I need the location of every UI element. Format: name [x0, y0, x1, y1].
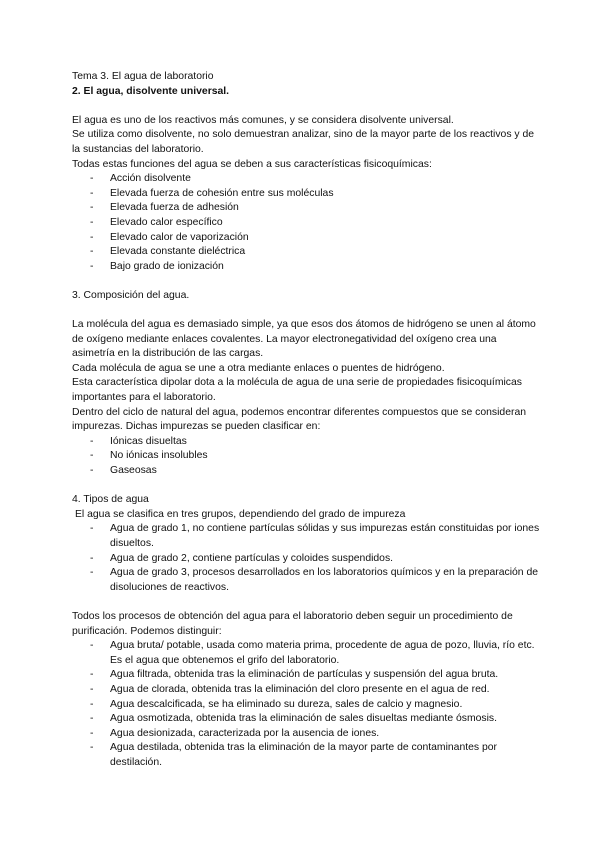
section-3-title: 3. Composición del agua.: [72, 289, 190, 301]
water-types-list: [72, 639, 540, 770]
list-item: - Gaseosas: [90, 465, 157, 477]
list-item: - Bajo grado de ionización: [90, 260, 224, 272]
list-item: - Agua filtrada, obtenida tras la eliminación de partículas y suspensión del agua bruta.: [90, 669, 499, 681]
section-2-paragraph: El agua es uno de los reactivos más comunes, y se considera disolvente universal.: [72, 114, 454, 126]
list-item: - Elevada fuerza de cohesión entre sus moléculas: [90, 187, 334, 199]
section-2-paragraph: Se utiliza como disolvente, no solo demuestran analizar, sino de la mayor parte de los reactivos y de la sustancias del laboratorio.: [72, 129, 535, 155]
section-3-paragraph: La molécula del agua es demasiado simple, ya que esos dos átomos de hidrógeno se unen al átomo de oxígeno mediante enlaces covalentes. La mayor electronegatividad del oxígeno crea una asimetría en la distribución de las cargas.: [72, 319, 536, 360]
purification-paragraph: Todos los procesos de obtención del agua para el laboratorio deben seguir un procedimiento de purificación. Podemos distinguir:: [72, 610, 513, 637]
properties-list: [72, 172, 540, 274]
section-4-title: 4. Tipos de agua: [72, 494, 149, 506]
list-item: - Elevada constante dieléctrica: [90, 246, 246, 258]
water-grades-list: [72, 522, 540, 595]
section-4-paragraph: El agua se clasifica en tres grupos, dependiendo del grado de impureza: [75, 508, 406, 520]
list-item: - Agua bruta/ potable, usada como materia prima, procedente de agua de pozo, lluvia, río etc. Es el agua que obtenemos el grifo del laboratorio.: [90, 640, 535, 666]
list-item: - No iónicas insolubles: [90, 450, 208, 462]
section-3-paragraph: Esta característica dipolar dota a la molécula de agua de una serie de propiedades fisicoquímicas importantes para el laboratorio.: [72, 377, 522, 404]
list-item: - Agua de grado 1, no contiene partículas sólidas y sus impurezas están constituidas por iones disueltos.: [90, 523, 540, 549]
list-item: - Agua de clorada, obtenida tras la eliminación del cloro presente en el agua de red.: [90, 683, 490, 695]
section-3-paragraph: Dentro del ciclo de natural del agua, podemos encontrar diferentes compuestos que se consideran impurezas. Dichas impurezas se pueden clasificar en:: [72, 406, 527, 433]
list-item: - Elevada fuerza de adhesión: [90, 202, 239, 214]
doc-subject: Tema 3. El agua de laboratorio: [72, 71, 214, 82]
list-item: - Agua destilada, obtenida tras la eliminación de la mayor parte de contaminantes por destilación.: [90, 742, 497, 768]
list-item: - Agua de grado 3, procesos desarrollados en los laboratorios químicos y en la preparación de disoluciones de reactivos.: [90, 567, 539, 593]
list-item: - Agua descalcificada, se ha eliminado su dureza, sales de calcio y magnesio.: [90, 698, 463, 710]
section-2-paragraph: Todas estas funciones del agua se deben a sus características fisicoquímicas:: [72, 158, 432, 170]
list-item: - Acción disolvente: [90, 173, 191, 185]
list-item: - Agua de grado 2, contiene partículas y coloides suspendidos.: [90, 552, 394, 564]
section-2-title: 2. El agua, disolvente universal.: [72, 85, 230, 97]
list-item: - Elevado calor de vaporización: [90, 231, 249, 243]
list-item: - Iónicas disueltas: [90, 435, 187, 447]
impurities-list: [72, 435, 540, 479]
list-item: - Agua osmotizada, obtenida tras la eliminación de sales disueltas mediante ósmosis.: [90, 713, 497, 725]
section-3-paragraph: Cada molécula de agua se une a otra mediante enlaces o puentes de hidrógeno.: [72, 362, 445, 374]
list-item: - Agua desionizada, caracterizada por la ausencia de iones.: [90, 727, 380, 739]
list-item: - Elevado calor específico: [90, 216, 223, 228]
